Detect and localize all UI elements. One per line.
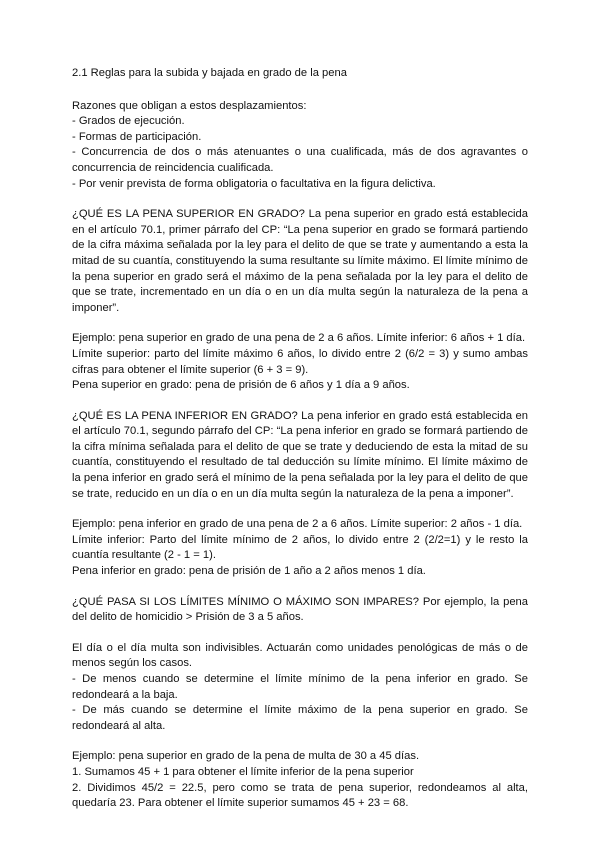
reasons-item: - Formas de participación. bbox=[72, 130, 202, 143]
indivisibles-item: - De más cuando se determine el límite máximo de la pena superior en grado. Se redondeará al alta. bbox=[72, 704, 528, 732]
indivisibles-block bbox=[72, 641, 528, 735]
example-line: Límite inferior: Parto del límite mínimo de 2 años, lo divido entre 2 (2/2=1) y le resto la cuantía resultante (2 - 1 = 1). bbox=[72, 533, 528, 562]
example-line: 1. Sumamos 45 + 1 para obtener el límite inferior de la pena superior bbox=[72, 765, 414, 778]
indivisibles-item: - De menos cuando se determine el límite mínimo de la pena inferior en grado. Se redondeará a la baja. bbox=[72, 673, 528, 701]
example-line: Límite superior: parto del límite máximo 6 años, lo divido entre 2 (6/2 = 3) y sumo ambas cifras para obtener el límite superior (6 + 3 = 9). bbox=[72, 347, 528, 376]
reasons-item: - Por venir prevista de forma obligatoria o facultativa en la figura delictiva. bbox=[72, 177, 436, 190]
reasons-block bbox=[72, 99, 528, 193]
multa-example-block bbox=[72, 749, 528, 811]
reasons-item: - Grados de ejecución. bbox=[72, 115, 185, 128]
example-line: Pena inferior en grado: pena de prisión de 1 año a 2 años menos 1 día. bbox=[72, 565, 426, 578]
reasons-intro: Razones que obligan a estos desplazamientos: bbox=[72, 99, 307, 112]
pena-superior-definition bbox=[72, 207, 528, 316]
pena-inferior-example bbox=[72, 517, 528, 579]
pena-superior-example bbox=[72, 331, 528, 393]
example-line: 2. Dividimos 45/2 = 22.5, pero como se trata de pena superior, redondeamos al alta, quedaría 23. Para obtener el límite superior sumamos 45 + 23 = 68. bbox=[72, 781, 528, 810]
reasons-item: - Concurrencia de dos o más atenuantes o una cualificada, más de dos agravantes o concurrencia de reincidencia cualificada. bbox=[72, 146, 528, 174]
indivisibles-intro: El día o el día multa son indivisibles. Actuarán como unidades penológicas de más o de menos según los casos. bbox=[72, 641, 528, 670]
impares-paragraph: ¿QUÉ PASA SI LOS LÍMITES MÍNIMO O MÁXIMO SON IMPARES? Por ejemplo, la pena del delito de homicidio > Prisión de 3 a 5 años. bbox=[72, 595, 528, 624]
example-line: Pena superior en grado: pena de prisión de 6 años y 1 día a 9 años. bbox=[72, 379, 410, 392]
document-body bbox=[72, 66, 528, 827]
impares-block bbox=[72, 595, 528, 626]
example-line: Ejemplo: pena inferior en grado de una pena de 2 a 6 años. Límite superior: 2 años - 1 día. bbox=[72, 518, 523, 531]
pena-inferior-definition bbox=[72, 409, 528, 503]
example-line: Ejemplo: pena superior en grado de la pena de multa de 30 a 45 días. bbox=[72, 750, 420, 763]
pena-inferior-paragraph: ¿QUÉ ES LA PENA INFERIOR EN GRADO? La pena inferior en grado está establecida en el artículo 70.1, segundo párrafo del CP: “La pena inferior en grado se formará partiendo de la cifra mínima señalada para el delito de que se trate y deduciendo de esta la mitad de su cuantía, constituyendo el resultado de tal deducción su límite mínimo. El límite máximo de la pena inferior en grado será el mínimo de la pena señalada por la ley para el delito de que se trate, reducido en un día o en un día multa según la naturaleza de la pena a imponer”. bbox=[72, 409, 528, 500]
section-heading: 2.1 Reglas para la subida y bajada en grado de la pena bbox=[72, 67, 347, 79]
pena-superior-paragraph: ¿QUÉ ES LA PENA SUPERIOR EN GRADO? La pena superior en grado está establecida en el artículo 70.1, primer párrafo del CP: “La pena superior en grado se formará partiendo de la cifra máxima señalada por la ley para el delito de que se trate y aumentando a esta la mitad de su cuantía, constituyendo la suma resultante su límite máximo. El límite mínimo de la pena superior en grado será el máximo de la pena señalada por la ley para el delito de que se trate, incrementado en un día o en un día multa según la naturaleza de la pena a imponer”. bbox=[72, 208, 528, 314]
example-line: Ejemplo: pena superior en grado de una pena de 2 a 6 años. Límite inferior: 6 años + 1 día. bbox=[72, 332, 526, 345]
